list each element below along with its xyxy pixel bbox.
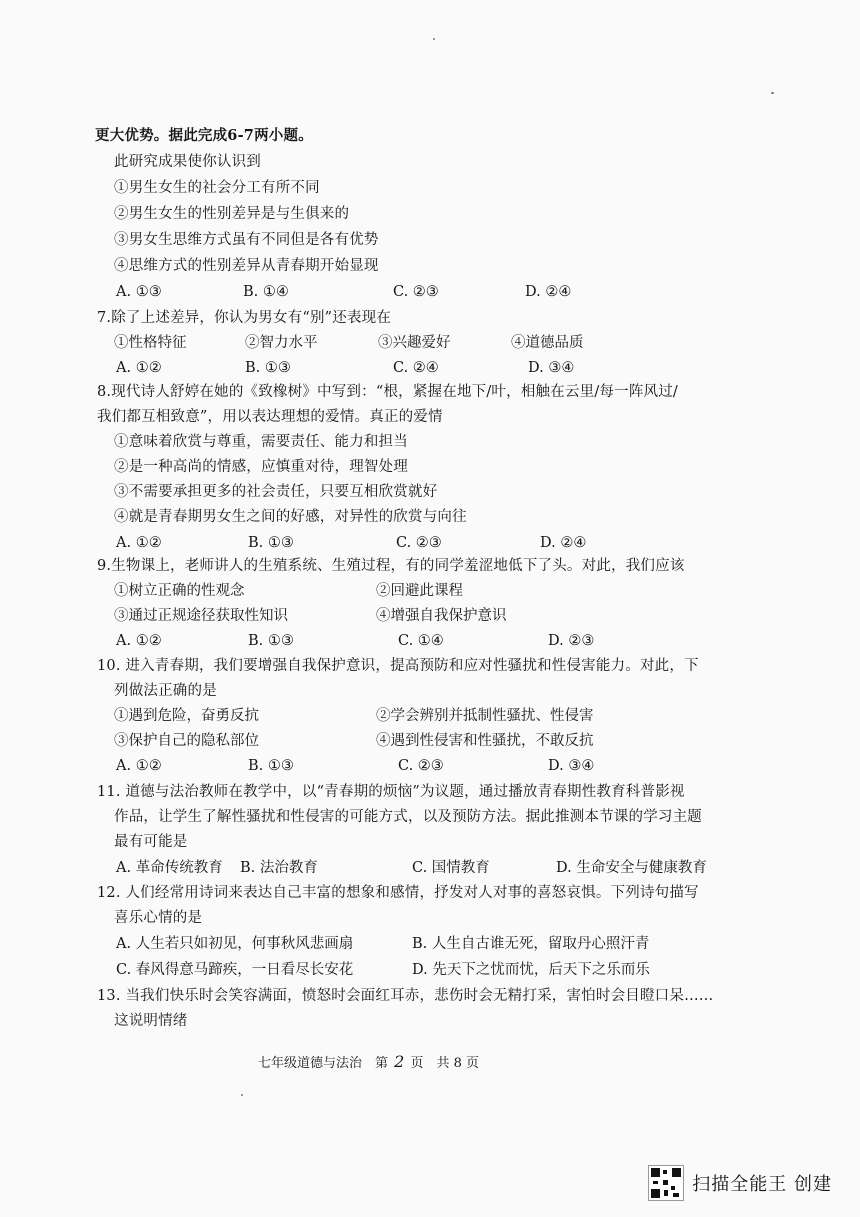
q8-item: ②是一种高尚的情感，应慎重对待，理智处理 [114, 459, 408, 475]
q12-option: C. 春风得意马蹄疾，一日看尽长安花 [116, 962, 354, 978]
q7-item: ②智力水平 [245, 335, 318, 351]
q10-option: D. ③④ [548, 758, 595, 774]
q9-stem: 9.生物课上，老师讲人的生殖系统、生殖过程，有的同学羞涩地低下了头。对此，我们应该 [97, 558, 685, 574]
q6-option: B. ①④ [243, 284, 289, 300]
q9-option: A. ①② [116, 633, 162, 649]
scan-speck [433, 38, 435, 40]
scan-speck [241, 1094, 243, 1096]
q8-stem: 8.现代诗人舒婷在她的《致橡树》中写到：“根，紧握在地下/叶，相触在云里/每一阵风过/ [97, 384, 678, 400]
q10-stem: 列做法正确的是 [114, 683, 217, 699]
q11-option: A. 革命传统教育 [116, 860, 223, 876]
q8-item: ③不需要承担更多的社会责任，只要互相欣赏就好 [114, 484, 438, 500]
q12-option: D. 先天下之忧而忧，后天下之乐而乐 [412, 962, 650, 978]
q7-option: B. ①③ [245, 360, 291, 376]
q11-stem: 最有可能是 [114, 834, 188, 850]
q10-option: B. ①③ [248, 758, 294, 774]
q8-option: C. ②③ [396, 535, 442, 551]
q12-option: A. 人生若只如初见，何事秋风悲画扇 [116, 936, 354, 952]
q6-option: A. ①③ [116, 284, 162, 300]
q10-stem: 10. 进入青春期，我们要增强自我保护意识，提高预防和应对性骚扰和性侵害能力。对此，下 [97, 658, 699, 674]
q10-item: ④遇到性侵害和性骚扰，不敢反抗 [376, 733, 594, 749]
scan-speck [771, 92, 774, 94]
q6-stem: 此研究成果使你认识到 [114, 154, 261, 170]
q8-option: A. ①② [116, 535, 162, 551]
q6-item: ①男生女生的社会分工有所不同 [114, 180, 320, 196]
intro-line: 更大优势。据此完成6-7两小题。 [95, 127, 313, 144]
q10-item: ①遇到危险，奋勇反抗 [114, 708, 259, 724]
q13-stem: 这说明情绪 [114, 1013, 188, 1029]
q10-option: C. ②③ [398, 758, 444, 774]
q9-item: ②回避此课程 [376, 583, 463, 599]
q7-option: C. ②④ [393, 360, 439, 376]
scanner-watermark [648, 1165, 832, 1201]
footer-prefix: 七年级道德与法治 第 [258, 1056, 389, 1071]
q11-option: D. 生命安全与健康教育 [556, 860, 707, 876]
q11-stem: 11. 道德与法治教师在教学中，以“青春期的烦恼”为议题，通过播放青春期性教育科普影视 [97, 784, 685, 800]
page-footer [258, 1052, 479, 1071]
q8-option: D. ②④ [540, 535, 587, 551]
q9-item: ③通过正规途径获取性知识 [114, 608, 288, 624]
q7-item: ③兴趣爱好 [378, 335, 451, 351]
q6-item: ③男女生思维方式虽有不同但是各有优势 [114, 232, 379, 248]
q7-item: ④道德品质 [511, 335, 584, 351]
footer-page-number: 2 [394, 1052, 405, 1071]
q7-option: A. ①② [116, 360, 162, 376]
q11-stem: 作品，让学生了解性骚扰和性侵害的可能方式，以及预防方法。据此推测本节课的学习主题 [114, 809, 702, 825]
q7-option: D. ③④ [528, 360, 575, 376]
q8-option: B. ①③ [248, 535, 294, 551]
q9-option: C. ①④ [398, 633, 444, 649]
q11-option: B. 法治教育 [240, 860, 318, 876]
q13-stem: 13. 当我们快乐时会笑容满面，愤怒时会面红耳赤，悲伤时会无精打采，害怕时会目瞪口呆…… [97, 988, 714, 1004]
q6-item: ②男生女生的性别差异是与生俱来的 [114, 206, 350, 222]
q10-item: ②学会辨别并抵制性骚扰、性侵害 [376, 708, 594, 724]
q8-item: ④就是青春期男女生之间的好感，对异性的欣赏与向往 [114, 509, 467, 525]
q8-item: ①意味着欣赏与尊重，需要责任、能力和担当 [114, 434, 408, 450]
q6-item: ④思维方式的性别差异从青春期开始显现 [114, 258, 379, 274]
q12-stem: 12. 人们经常用诗词来表达自己丰富的想象和感情，抒发对人对事的喜怒哀惧。下列诗句描写 [97, 885, 699, 901]
q7-item: ①性格特征 [114, 335, 187, 351]
q6-option: C. ②③ [393, 284, 439, 300]
q9-option: D. ②③ [548, 633, 595, 649]
q12-stem: 喜乐心情的是 [114, 910, 203, 926]
qr-code-icon [648, 1165, 684, 1201]
q8-stem: 我们都互相致意”，用以表达理想的爱情。真正的爱情 [97, 409, 443, 425]
scanner-brand-text: 扫描全能王 创建 [692, 1174, 832, 1195]
q9-option: B. ①③ [248, 633, 294, 649]
q12-option: B. 人生自古谁无死，留取丹心照汗青 [412, 936, 650, 952]
q11-option: C. 国情教育 [412, 860, 490, 876]
q10-item: ③保护自己的隐私部位 [114, 733, 259, 749]
q9-item: ①树立正确的性观念 [114, 583, 245, 599]
q6-option: D. ②④ [525, 284, 572, 300]
q9-item: ④增强自我保护意识 [376, 608, 507, 624]
q10-option: A. ①② [116, 758, 162, 774]
q7-stem: 7.除了上述差异，你认为男女有“别”还表现在 [97, 310, 392, 326]
footer-suffix: 页 共 8 页 [410, 1056, 480, 1071]
